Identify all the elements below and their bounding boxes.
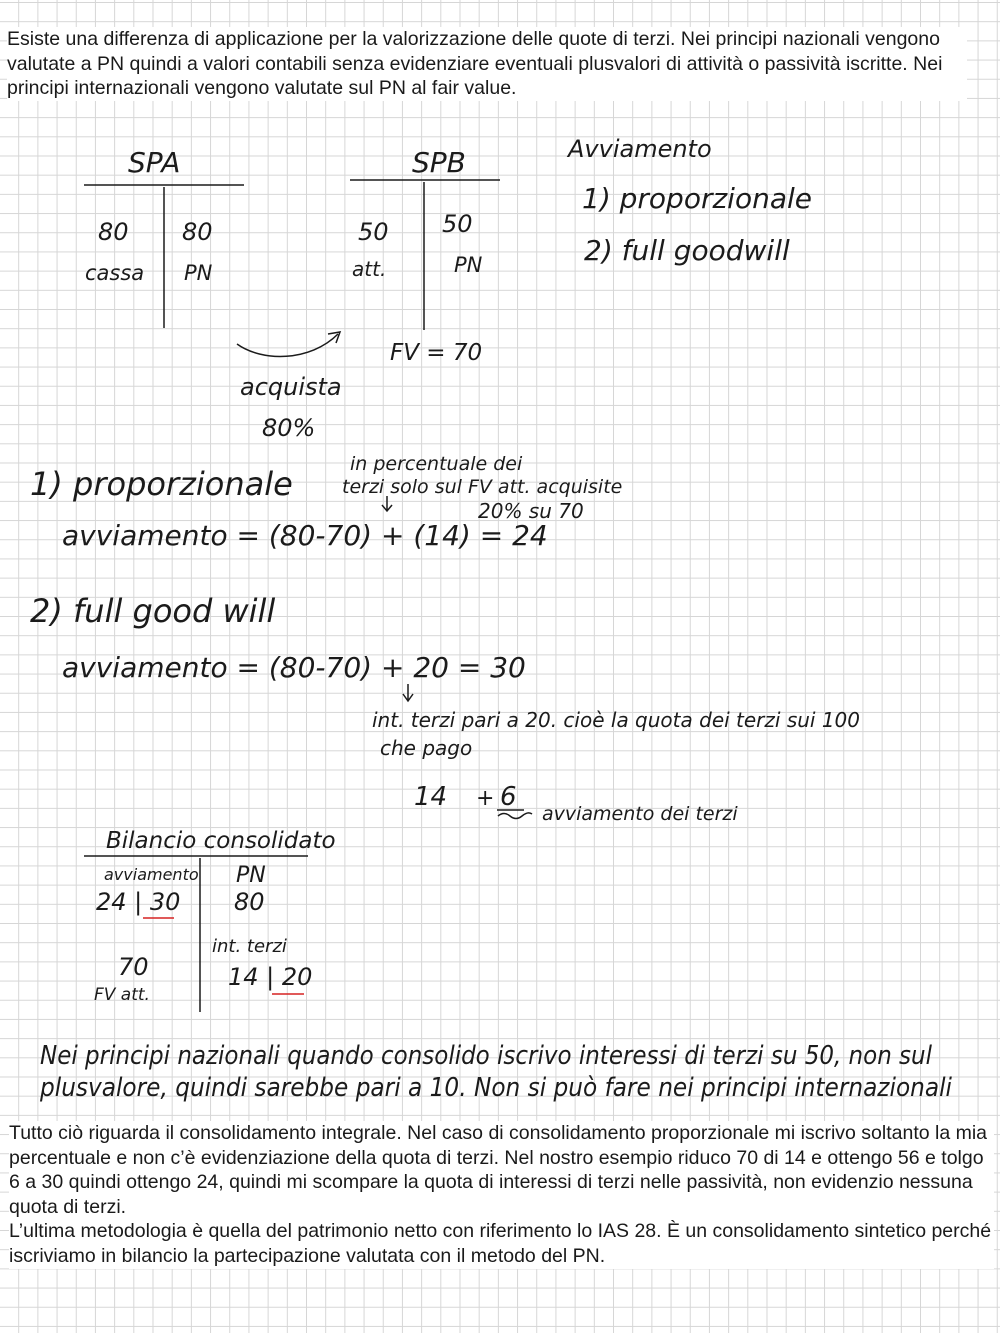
- intro-paragraph: Esiste una differenza di applicazione per la valorizzazione delle quote di terzi. Nei principi nazionali vengono valutate a PN quindi a valori contabili senza evidenziare eventuali plusvalori di attività o passività iscritte. Nei principi internazionali vengono valutate sul PN al fair value.: [7, 27, 967, 101]
- section2-note-line-2: che pago: [380, 736, 473, 760]
- section2-squiggle: [498, 813, 532, 819]
- spa-left-label: cassa: [85, 261, 145, 285]
- spb-title: SPB: [412, 146, 466, 179]
- spa-left-value: 80: [98, 218, 129, 246]
- spa-right-value: 80: [182, 218, 213, 246]
- closing-paragraph-1: Tutto ciò riguarda il consolidamento integrale. Nel caso di consolidamento proporzionale mi iscrivo soltanto la mia percentuale e non c’è evidenziazione della quota di terzi. Nel nostro esempio riduco 70 di 14 e ottengo 56 e tolgo 6 a 30 quindi ottengo 24, quindi mi scompare la quota di interessi di terzi nelle passività, non evidenzio nessuna quota di terzi.: [9, 1122, 988, 1218]
- acquista-label: acquista: [240, 373, 342, 401]
- spb-right-label: PN: [454, 253, 483, 277]
- avviamento-item-2: 2) full goodwill: [584, 234, 790, 267]
- section1-formula: avviamento = (80-70) + (14) = 24: [62, 519, 548, 552]
- section2-split-a: 14: [414, 782, 448, 812]
- bilancio-title: Bilancio consolidato: [106, 828, 336, 854]
- section2-note-line-1: int. terzi pari a 20. cioè la quota dei terzi sui 100: [372, 708, 860, 732]
- bottom-note-line-1: Nei principi nazionali quando consolido iscrivo interessi di terzi su 50, non sul: [40, 1041, 933, 1071]
- closing-paragraph: [9, 1121, 994, 1269]
- section1-note-line-1: in percentuale dei: [350, 453, 523, 475]
- bilancio-right-value: 80: [234, 888, 265, 916]
- spb-right-value: 50: [442, 210, 473, 238]
- section2-split-b: 6: [500, 782, 517, 812]
- spb-left-value: 50: [358, 218, 389, 246]
- spb-fair-value: FV = 70: [390, 340, 483, 366]
- bilancio-right-label: PN: [236, 863, 266, 888]
- spa-right-label: PN: [184, 261, 213, 285]
- section2-formula: avviamento = (80-70) + 20 = 30: [62, 651, 526, 684]
- bilancio-left-label: avviamento: [104, 865, 199, 884]
- section1-heading: 1) proporzionale: [30, 465, 293, 503]
- section2-arrow: [403, 684, 413, 701]
- spb-left-label: att.: [352, 257, 387, 281]
- acquista-percent: 80%: [262, 414, 316, 442]
- section2-heading: 2) full good will: [30, 592, 276, 630]
- avviamento-item-1: 1) proporzionale: [582, 182, 812, 215]
- section2-split-label: avviamento dei terzi: [542, 803, 738, 825]
- section2-split-plus: +: [476, 786, 495, 811]
- closing-paragraph-2: L’ultima metodologia è quella del patrimonio netto con riferimento lo IAS 28. È un consolidamento sintetico perché iscriviamo in bilancio la partecipazione valutata con il metodo del PN.: [9, 1220, 992, 1267]
- bilancio-int-terzi-value: 14 | 20: [228, 963, 313, 991]
- acquista-arrow: [237, 334, 338, 356]
- section1-note-line-2: terzi solo sul FV att. acquisite: [342, 476, 623, 498]
- bilancio-fv-label: FV att.: [94, 985, 150, 1005]
- avviamento-title: Avviamento: [568, 135, 712, 163]
- section1-note-arrow: [382, 496, 392, 511]
- bilancio-fv-value: 70: [118, 953, 149, 981]
- bilancio-int-terzi-label: int. terzi: [212, 936, 287, 957]
- bilancio-left-value: 24 | 30: [96, 888, 181, 916]
- spa-title: SPA: [128, 146, 181, 179]
- bottom-note-line-2: plusvalore, quindi sarebbe pari a 10. Non si può fare nei principi internazionali: [39, 1073, 953, 1103]
- section1-note-line-3: 20% su 70: [478, 499, 584, 523]
